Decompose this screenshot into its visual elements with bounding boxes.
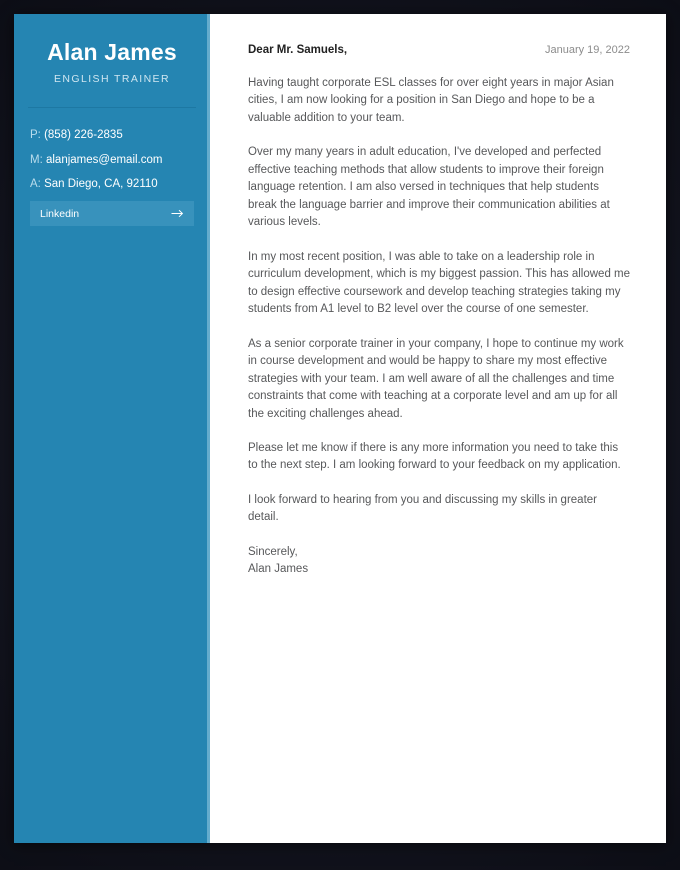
candidate-role: ENGLISH TRAINER [54,73,170,86]
contact-phone [30,128,196,142]
contact-address-value: San Diego, CA, 92110 [44,178,158,191]
letter-paragraph: As a senior corporate trainer in your company, I hope to continue my work in course development and would be happy to share my most effective strategies with your team. I am well aware of all the challenges and time constraints that come with teaching at a corporate level and am up for all the exciting challenges ahead. [248,337,624,420]
linkedin-button-label: Linkedin [40,207,80,220]
contact-email-label: M: [30,153,43,166]
contact-email-value: alanjames@email.com [45,153,163,166]
contact-list [28,128,196,191]
contact-address [30,177,196,191]
letter-paragraph: I look forward to hearing from you and discussing my skills in greater detail. [248,493,597,524]
letter-paragraph: Having taught corporate ESL classes for over eight years in major Asian cities, I am now looking for a position in San Diego and hope to be a valuable addition to your team. [248,77,614,124]
document-page [14,14,666,843]
letter-body [210,14,666,843]
contact-phone-value: (858) 226-2835 [44,129,123,142]
letter-paragraph: In my most recent position, I was able to take on a leadership role in curriculum development, which is my biggest passion. This has allowed me to design effective coursework and develop teaching strategies taking my students from A1 level to B2 level over the course of one semester. [248,250,631,316]
letter-header [248,44,630,56]
letter-paragraph: Over my many years in adult education, I've developed and perfected effective teaching methods that allow students to improve their foreign language retention. I am also versed in techniques that help students break the language barrier and improve their communication abilities at various levels. [248,146,610,229]
sidebar-divider [28,107,196,108]
linkedin-button[interactable] [30,201,194,226]
letter-paragraph: Please let me know if there is any more information you need to take this to the next step. I am looking forward to your feedback on my application. [248,441,621,472]
salutation: Dear Mr. Samuels, [248,44,348,56]
letter-signature-name: Alan James [248,563,309,576]
letter-date: January 19, 2022 [544,44,630,56]
candidate-name: Alan James [47,39,177,65]
contact-phone-label: P: [30,129,41,142]
contact-email [30,153,196,167]
letter-closing: Sincerely, [248,545,298,558]
sidebar [14,14,210,843]
contact-address-label: A: [30,178,41,191]
arrow-right-icon [171,209,184,218]
